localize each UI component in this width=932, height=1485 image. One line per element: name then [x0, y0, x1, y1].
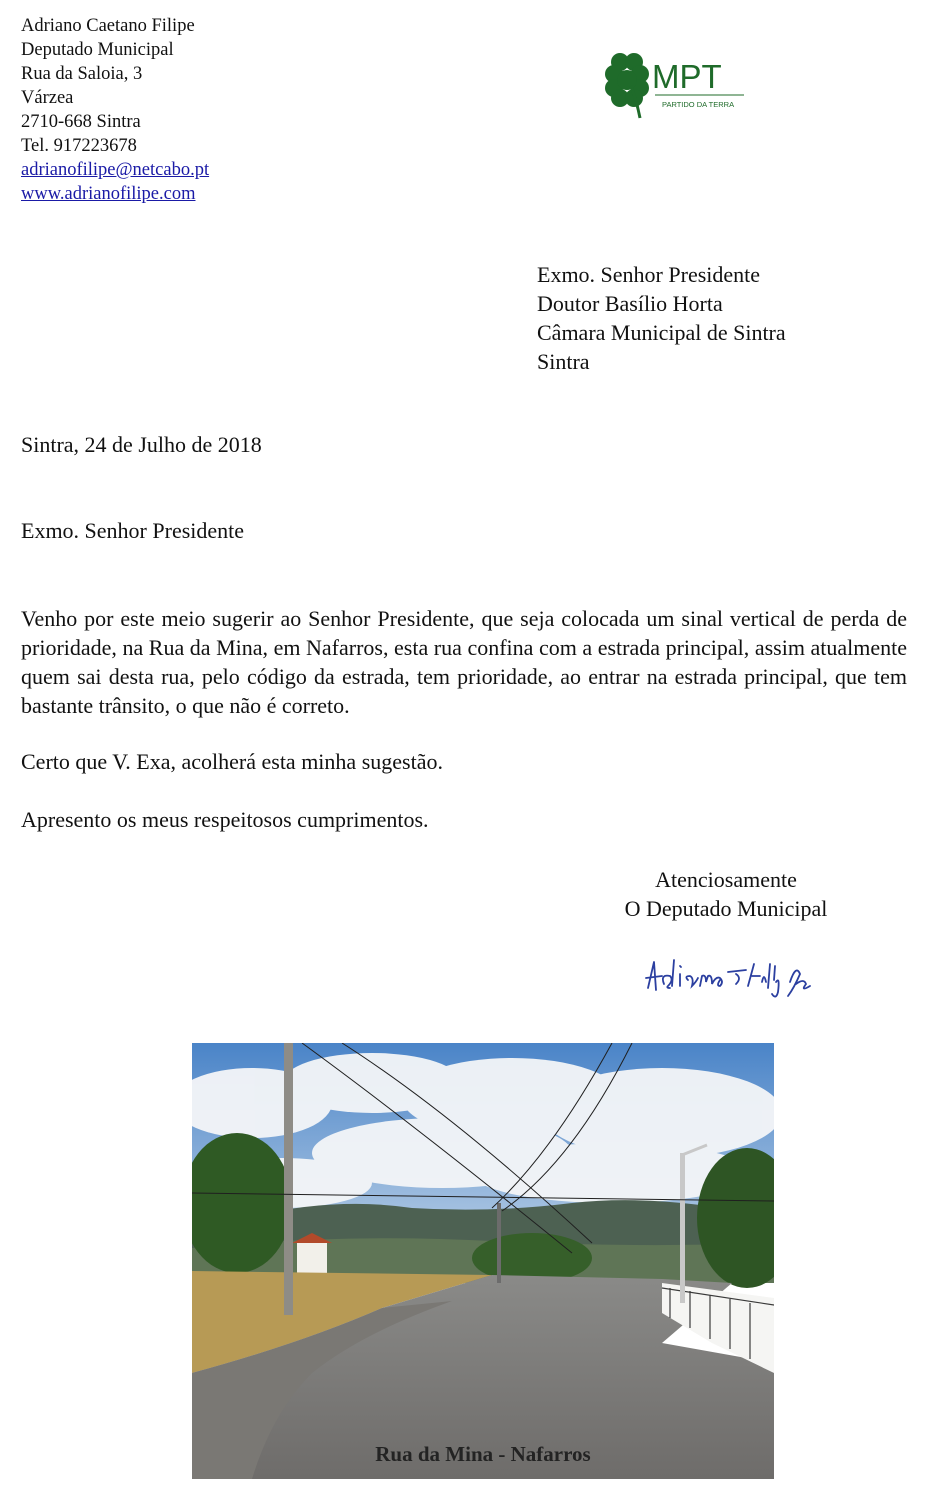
closing-sentence: Certo que V. Exa, acolherá esta minha sugestão.: [21, 749, 443, 774]
closing-regards: Apresento os meus respeitosos cumprimentos.: [21, 807, 429, 832]
recipient-line: Doutor Basílio Horta: [537, 291, 723, 316]
recipient-line: Exmo. Senhor Presidente: [537, 262, 761, 287]
sender-street: Rua da Saloia, 3: [21, 64, 143, 84]
logo-text: MPT: [652, 58, 722, 95]
sender-phone: Tel. 917223678: [21, 136, 137, 156]
street-photo: [192, 1043, 774, 1479]
recipient-line: Câmara Municipal de Sintra: [537, 320, 786, 345]
salutation: Exmo. Senhor Presidente: [21, 518, 245, 543]
letter-date: Sintra, 24 de Julho de 2018: [21, 432, 262, 457]
photo-caption: Rua da Mina - Nafarros: [375, 1442, 591, 1466]
sender-locality: Várzea: [21, 88, 74, 108]
four-leaf-clover-icon: [604, 52, 764, 122]
logo-subtitle: PARTIDO DA TERRA: [662, 100, 735, 109]
signoff-title: O Deputado Municipal: [624, 896, 828, 921]
sender-website-link[interactable]: www.adrianofilipe.com: [21, 184, 196, 204]
handwritten-signature: [640, 952, 836, 1004]
signoff-block: [600, 865, 852, 923]
recipient-line: Sintra: [537, 349, 590, 374]
sender-name: Adriano Caetano Filipe: [21, 16, 195, 36]
signoff-line: Atenciosamente: [655, 867, 797, 892]
sender-email-link[interactable]: adrianofilipe@netcabo.pt: [21, 160, 210, 180]
mpt-logo: [604, 52, 764, 122]
sender-role: Deputado Municipal: [21, 40, 174, 60]
recipient-address-block: [537, 260, 786, 376]
sender-postal: 2710-668 Sintra: [21, 112, 141, 132]
letter-body: Venho por este meio sugerir ao Senhor Presidente, que seja colocada um sinal vertical de perda de prioridade, na Rua da Mina, em Nafarros, esta rua confina com a estrada principal, assim atualmente quem sai desta rua, pelo código da estrada, tem prioridade, ao entrar na estrada principal, que tem bastante trânsito, o que não é correto.: [21, 606, 907, 718]
sender-address-block: [21, 14, 209, 206]
